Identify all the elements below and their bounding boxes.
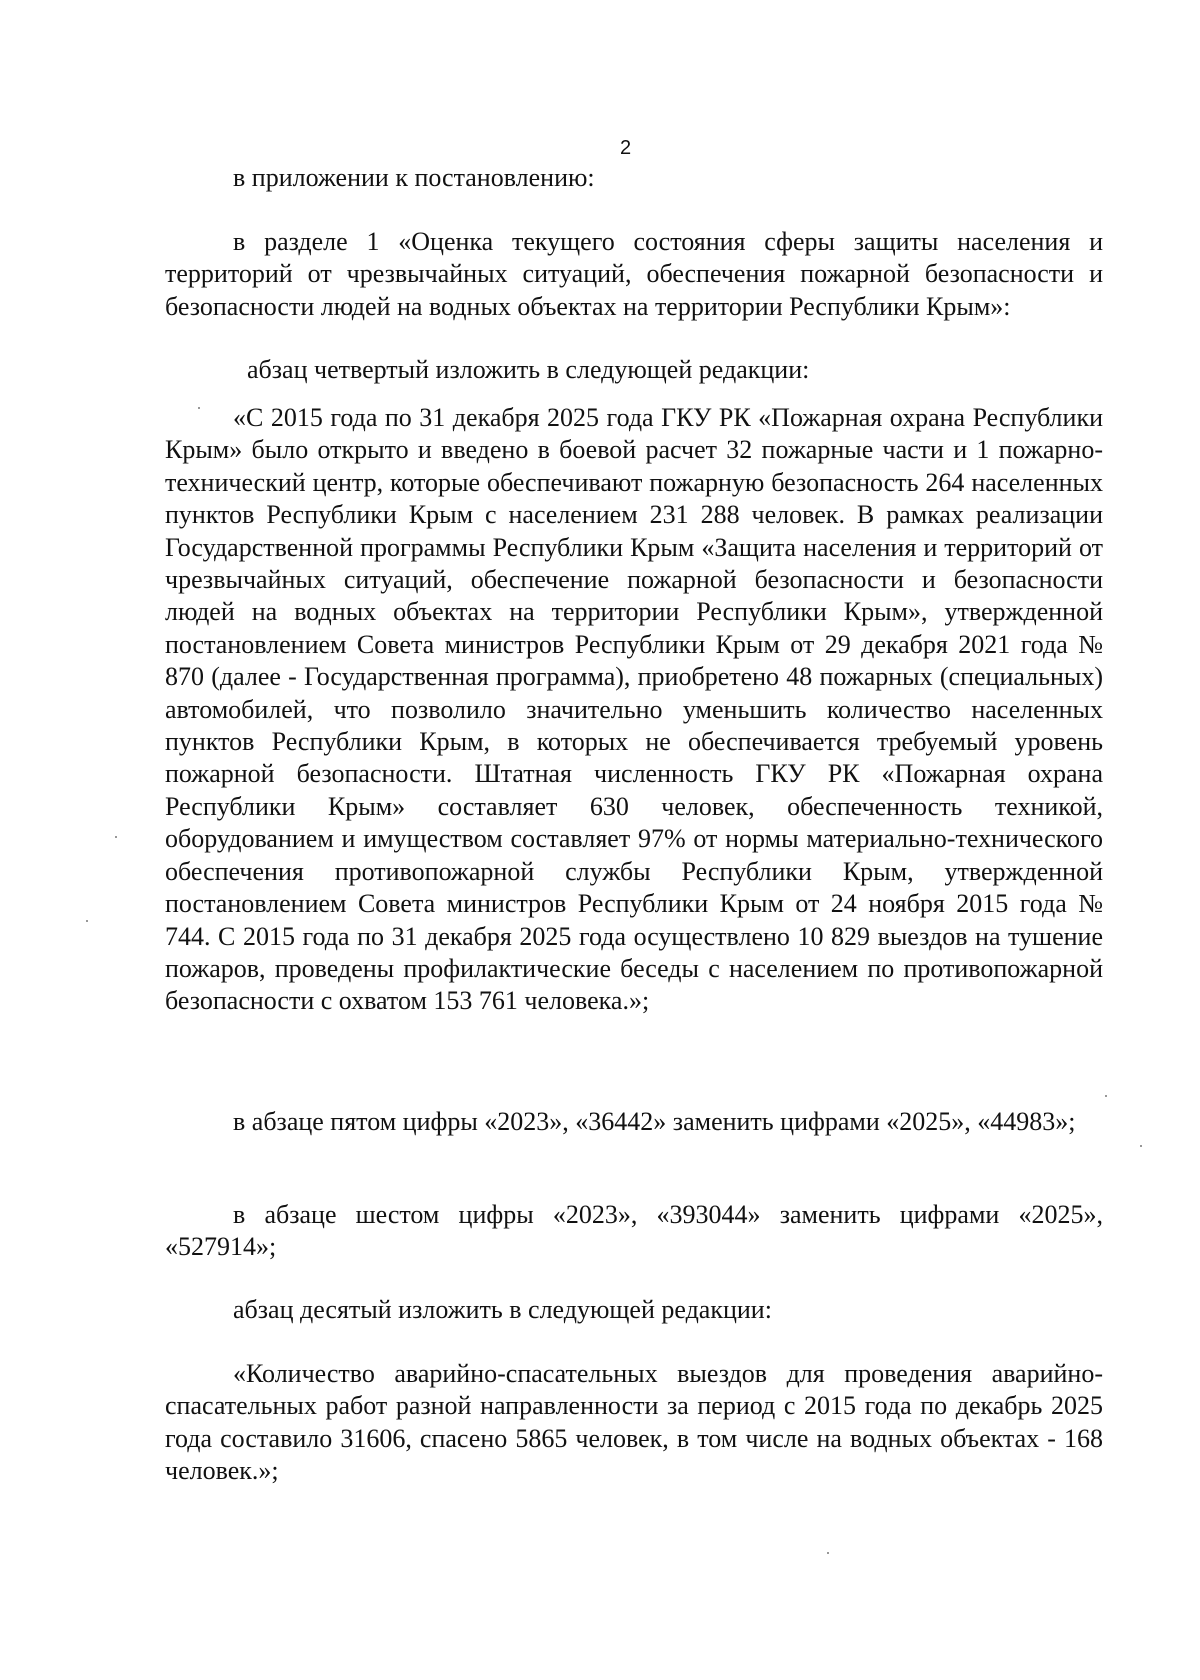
scan-speck — [1140, 1145, 1142, 1147]
paragraph-appendix-intro: в приложении к постановлению: — [233, 163, 595, 192]
paragraph-abzac-4-text: «С 2015 года по 31 декабря 2025 года ГКУ РК «Пожарная охрана Республики Крым» было открыто и введено в боевой расчет 32 пожарные части и 1 пожарно-технический центр, которые обеспечивают пожарную безопасность 264 населенных пунктов Республики Крым с населением 231 288 человек. В рамках реализации Государственной программы Республики Крым «Защита населения и территорий от чрезвычайных ситуаций, обеспечение пожарной безопасности и безопасности людей на водных объектах на территории Республики Крым», утвержденной постановлением Совета министров Республики Крым от 29 декабря 2021 года № 870 (далее - Государственная программа), приобретено 48 пожарных (специальных) автомобилей, что позволило значительно уменьшить количество населенных пунктов Республики Крым, в которых не обеспечивается требуемый уровень пожарной безопасности. Штатная численность ГКУ РК «Пожарная охрана Республики Крым» составляет 630 человек, обеспеченность техникой, оборудованием и имуществом составляет 97% от нормы материально-технического обеспечения противопожарной службы Республики Крым, утвержденной постановлением Совета министров Республики Крым от 24 ноября 2015 года № 744. С 2015 года по 31 декабря 2025 года осуществлено 10 829 выездов на тушение пожаров, проведены профилактические беседы с населением по противопожарной безопасности с охватом 153 761 человека.»; — [165, 403, 1103, 1016]
paragraph-abzac-5: в абзаце пятом цифры «2023», «36442» заменить цифрами «2025», «44983»; — [233, 1107, 1076, 1136]
paragraph-abzac-10-text: «Количество аварийно-спасательных выездов для проведения аварийно-спасательных работ разной направленности за период с 2015 года по декабрь 2025 года составило 31606, спасено 5865 человек, в том числе на водных объектах - 168 человек.»; — [165, 1359, 1103, 1486]
page-number: 2 — [620, 137, 632, 159]
scan-speck — [827, 1552, 829, 1554]
paragraph-section-1: в разделе 1 «Оценка текущего состояния сферы защиты населения и территорий от чрезвычайных ситуаций, обеспечения пожарной безопасности и безопасности людей на водных объектах на территории Республики Крым»: — [165, 227, 1103, 321]
scan-speck — [198, 407, 200, 409]
scan-speck — [115, 836, 117, 838]
paragraph-abzac-10-header: абзац десятый изложить в следующей редакции: — [233, 1295, 772, 1324]
paragraph-abzac-4-header: абзац четвертый изложить в следующей редакции: — [247, 355, 810, 384]
paragraph-abzac-6: в абзаце шестом цифры «2023», «393044» заменить цифрами «2025», «527914»; — [165, 1200, 1103, 1262]
scan-speck — [1105, 1095, 1107, 1097]
scan-speck — [86, 920, 88, 922]
